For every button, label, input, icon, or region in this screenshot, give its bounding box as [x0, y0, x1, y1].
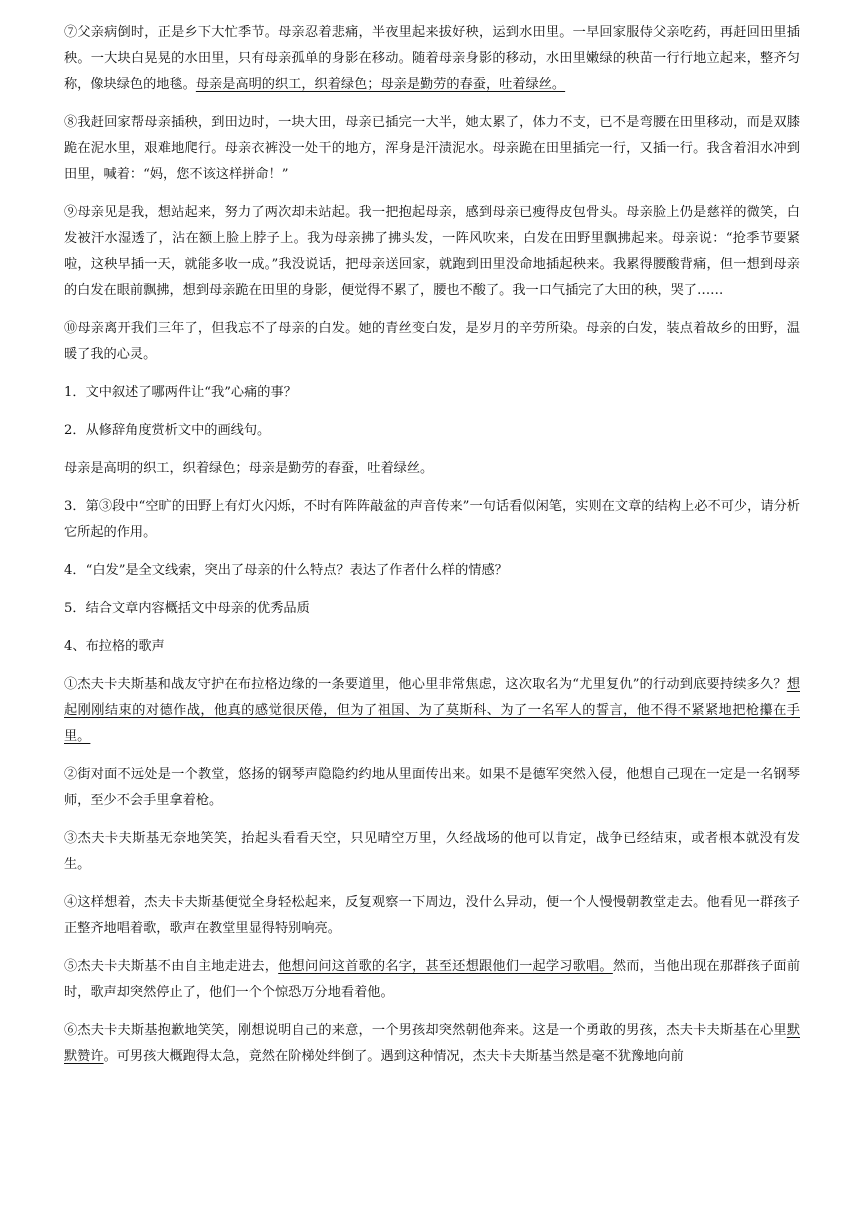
text-segment: ②街对面不远处是一个教堂，悠扬的钢琴声隐隐约约地从里面传出来。如果不是德军突然入侵，他想自己现在一定是一名钢琴师，至少不会手里拿着枪。 [64, 767, 800, 808]
paragraph [64, 200, 800, 304]
paragraph [64, 380, 800, 406]
text-segment: 然而，当他出现在那群孩子面前时，歌声却突然停止了，他们一个个惊恐万分地看着他。 [64, 959, 801, 1000]
paragraph [64, 890, 800, 942]
paragraph [64, 456, 800, 482]
text-segment: ⑧我赶回家帮母亲插秧，到田边时，一块大田，母亲已插完一大半，她太累了，体力不支，已不是弯腰在田里移动，而是双膝跪在泥水里，艰难地爬行。母亲衣裤没一处干的地方，浑身是汗渍泥水。母亲跪在田里插完一行，又插一行。我含着泪水冲到田里，喊着：“妈，您不该这样拼命！” [64, 115, 800, 182]
paragraph [64, 634, 800, 660]
text-segment: ⑦父亲病倒时，正是乡下大忙季节。母亲忍着悲痛，半夜里起来拔好秧，运到水田里。一早回家服侍父亲吃药，再赶回田里插秧。一大块白晃晃的水田里，只有母亲孤单的身影在移动。随着母亲身影的移动，水田里嫩绿的秧苗一行行地立起来，整齐匀称，像块绿色的地毯。 [64, 25, 800, 92]
text-segment: 母亲是高明的织工，织着绿色；母亲是勤劳的春蚕，吐着绿丝。 [64, 461, 434, 476]
text-segment: 2．从修辞角度赏析文中的画线句。 [64, 423, 271, 438]
text-segment: ⑩母亲离开我们三年了，但我忘不了母亲的白发。她的青丝变白发，是岁月的辛劳所染。母亲的白发，装点着故乡的田野，温暖了我的心灵。 [64, 321, 800, 362]
text-segment: ④这样想着，杰夫卡夫斯基便觉全身轻松起来，反复观察一下周边，没什么异动，便一个人慢慢朝教堂走去。他看见一群孩子正整齐地唱着歌，歌声在教堂里显得特别响亮。 [64, 895, 800, 936]
text-segment: ①杰夫卡夫斯基和战友守护在布拉格边缘的一条要道里，他心里非常焦虑，这次取名为“尤里复仇”的行动到底要持续多久？ [64, 677, 787, 692]
paragraph [64, 316, 800, 368]
underlined-sentence: 想起刚刚结束的对德作战，他真的感觉很厌倦，但为了祖国、为了莫斯科、为了一名军人的誓言，他不得不紧紧地把枪攥在手里。 [64, 677, 800, 744]
text-segment: 。可男孩大概跑得太急，竟然在阶梯处绊倒了。遇到这种情况，杰夫卡夫斯基当然是毫不犹豫地向前 [103, 1049, 684, 1064]
paragraph [64, 110, 800, 188]
paragraph [64, 954, 800, 1006]
text-segment: 5．结合文章内容概括文中母亲的优秀品质 [64, 601, 310, 616]
paragraph [64, 20, 800, 98]
text-segment: 3．第③段中“空旷的田野上有灯火闪烁，不时有阵阵敲盆的声音传来”一句话看似闲笔，实则在文章的结构上必不可少，请分析它所起的作用。 [64, 499, 800, 540]
text-segment: 4、布拉格的歌声 [64, 639, 165, 654]
paragraph [64, 826, 800, 878]
paragraph [64, 494, 800, 546]
text-segment: 4．“白发”是全文线索，突出了母亲的什么特点？表达了作者什么样的情感？ [64, 563, 508, 578]
underlined-sentence: 默默赞许 [64, 1023, 800, 1064]
paragraph [64, 596, 800, 622]
paragraph [64, 762, 800, 814]
underlined-sentence: 母亲是高明的织工，织着绿色；母亲是勤劳的春蚕，吐着绿丝。 [195, 77, 566, 92]
paragraph [64, 558, 800, 584]
text-segment: 1．文中叙述了哪两件让“我”心痛的事？ [64, 385, 297, 400]
underlined-sentence: 他想问问这首歌的名字，甚至还想跟他们一起学习歌唱。 [278, 959, 613, 974]
paragraph [64, 672, 800, 750]
text-segment: ⑤杰夫卡夫斯基不由自主地走进去， [64, 959, 279, 974]
text-segment: ③杰夫卡夫斯基无奈地笑笑，抬起头看看天空，只见晴空万里，久经战场的他可以肯定，战争已经结束，或者根本就没有发生。 [64, 831, 800, 872]
text-segment: ⑨母亲见是我，想站起来，努力了两次却未站起。我一把抱起母亲，感到母亲已瘦得皮包骨头。母亲脸上仍是慈祥的微笑，白发被汗水湿透了，沾在额上脸上脖子上。我为母亲拂了拂头发，一阵风吹来，白发在田野里飘拂起来。母亲说：“抢季节要紧啦，这秧早插一天，就能多收一成。”我没说话，把母亲送回家，就跑到田里没命地插起秧来。我累得腰酸背痛，但一想到母亲的白发在眼前飘拂，想到母亲跪在田里的身影，便觉得不累了，腰也不酸了。我一口气插完了大田的秧，哭了…… [64, 205, 800, 298]
document-body [64, 20, 800, 1070]
paragraph [64, 418, 800, 444]
paragraph [64, 1018, 800, 1070]
text-segment: ⑥杰夫卡夫斯基抱歉地笑笑，刚想说明自己的来意，一个男孩却突然朝他奔来。这是一个勇敢的男孩，杰夫卡夫斯基在心里 [64, 1023, 787, 1038]
